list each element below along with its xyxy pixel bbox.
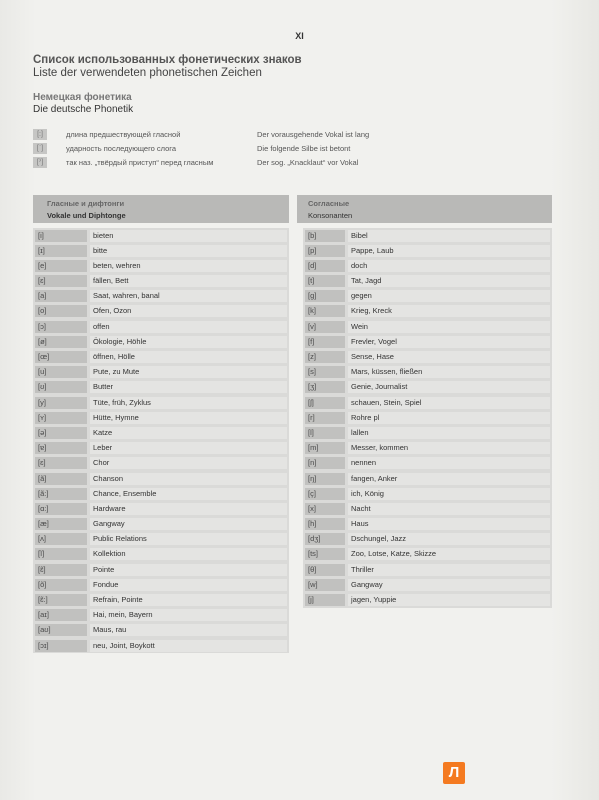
- table-row: [33, 258, 289, 273]
- table-row: [303, 228, 552, 243]
- example-words: Refrain, Pointe: [90, 594, 287, 606]
- legend-ru: ударность последующего слога: [66, 144, 177, 153]
- phonetic-symbol: [t]: [305, 275, 345, 287]
- example-words: Public Relations: [90, 533, 287, 545]
- table-row: [303, 517, 552, 532]
- table-row: [303, 441, 552, 456]
- table-row: [303, 319, 552, 334]
- example-words: Chanson: [90, 473, 287, 485]
- table-row: [303, 562, 552, 577]
- legend-row: [33, 143, 593, 155]
- example-words: lallen: [348, 427, 550, 439]
- table-row: [33, 243, 289, 258]
- phonetic-symbol: [a]: [35, 290, 87, 302]
- table-row: [303, 425, 552, 440]
- phonetic-symbol: [k]: [305, 305, 345, 317]
- example-words: Bibel: [348, 230, 550, 242]
- table-row: [303, 243, 552, 258]
- table-row: [303, 410, 552, 425]
- example-words: ich, König: [348, 488, 550, 500]
- phonetic-symbol: [z]: [305, 351, 345, 363]
- phonetic-symbol: [ŋ]: [305, 473, 345, 485]
- example-words: Krieg, Kreck: [348, 305, 550, 317]
- example-words: Butter: [90, 381, 287, 393]
- consonants-header-ru: Согласные: [308, 199, 350, 208]
- legend-row: [33, 129, 593, 141]
- table-row: [33, 486, 289, 501]
- example-words: bieten: [90, 230, 287, 242]
- table-row: [303, 456, 552, 471]
- vowels-table: [33, 228, 289, 653]
- phonetic-symbol: [d]: [305, 260, 345, 272]
- legend-symbol: [ˈ]: [33, 143, 47, 154]
- example-words: Hai, mein, Bayern: [90, 609, 287, 621]
- example-words: fangen, Anker: [348, 473, 550, 485]
- example-words: Saat, wahren, banal: [90, 290, 287, 302]
- example-words: Hütte, Hymne: [90, 412, 287, 424]
- example-words: doch: [348, 260, 550, 272]
- example-words: Messer, kommen: [348, 442, 550, 454]
- table-row: [33, 410, 289, 425]
- example-words: Pappe, Laub: [348, 245, 550, 257]
- table-row: [33, 562, 289, 577]
- example-words: Pute, zu Mute: [90, 366, 287, 378]
- phonetic-symbol: [n]: [305, 457, 345, 469]
- table-row: [33, 456, 289, 471]
- phonetic-symbol: [ə]: [35, 427, 87, 439]
- example-words: Tat, Jagd: [348, 275, 550, 287]
- vowels-header-de: Vokale und Diphtonge: [47, 211, 126, 220]
- phonetic-symbol: [ɐ]: [35, 442, 87, 454]
- table-row: [303, 350, 552, 365]
- phonetic-symbol: [g]: [305, 290, 345, 302]
- legend-de: Der vorausgehende Vokal ist lang: [257, 130, 370, 139]
- consonants-header: [297, 195, 552, 223]
- phonetic-symbol: [õ]: [35, 579, 87, 591]
- example-words: Zoo, Lotse, Katze, Skizze: [348, 548, 550, 560]
- phonetic-symbol: [m]: [305, 442, 345, 454]
- table-row: [33, 289, 289, 304]
- table-row: [303, 593, 552, 608]
- example-words: beten, wehren: [90, 260, 287, 272]
- example-words: Gangway: [348, 579, 550, 591]
- table-row: [303, 486, 552, 501]
- table-row: [303, 395, 552, 410]
- example-words: Ofen, Ozon: [90, 305, 287, 317]
- page-number: XI: [295, 31, 304, 41]
- publisher-logo: [443, 762, 465, 784]
- table-row: [33, 365, 289, 380]
- phonetic-symbol: [ʒ]: [305, 381, 345, 393]
- phonetic-symbol: [r]: [305, 412, 345, 424]
- phonetic-symbol: [s]: [305, 366, 345, 378]
- vowels-header: [33, 195, 289, 223]
- example-words: neu, Joint, Boykott: [90, 640, 287, 652]
- table-row: [33, 577, 289, 592]
- phonetic-symbol: [w]: [305, 579, 345, 591]
- example-words: nennen: [348, 457, 550, 469]
- example-words: Maus, rau: [90, 624, 287, 636]
- table-row: [33, 547, 289, 562]
- phonetic-symbol: [ɛ̃]: [35, 564, 87, 576]
- example-words: Haus: [348, 518, 550, 530]
- phonetic-symbol: [ø]: [35, 336, 87, 348]
- example-words: Nacht: [348, 503, 550, 515]
- phonetic-symbol: [œ]: [35, 351, 87, 363]
- table-row: [303, 289, 552, 304]
- phonetic-symbol: [i]: [35, 230, 87, 242]
- phonetic-symbol: [aɪ]: [35, 609, 87, 621]
- legend-de: Der sog. „Knacklaut“ vor Vokal: [257, 158, 359, 167]
- table-row: [33, 334, 289, 349]
- example-words: Fondue: [90, 579, 287, 591]
- phonetic-symbol: [p]: [305, 245, 345, 257]
- table-row: [33, 532, 289, 547]
- table-row: [303, 532, 552, 547]
- example-words: Sense, Hase: [348, 351, 550, 363]
- consonants-header-de: Konsonanten: [308, 211, 353, 220]
- symbol-legend: [33, 129, 593, 171]
- phonetic-symbol: [aʊ]: [35, 624, 87, 636]
- phonetic-symbol: [y]: [35, 397, 87, 409]
- example-words: Katze: [90, 427, 287, 439]
- phonetic-symbol: [ʏ]: [35, 412, 87, 424]
- legend-symbol: [ˀ]: [33, 157, 47, 168]
- phonetic-symbol: [θ]: [305, 564, 345, 576]
- example-words: Frevler, Vogel: [348, 336, 550, 348]
- legend-symbol: [:]: [33, 129, 47, 140]
- phonetic-symbol: [ɪ]: [35, 245, 87, 257]
- example-words: Wein: [348, 321, 550, 333]
- phonetic-symbol: [ts]: [305, 548, 345, 560]
- example-words: Kollektion: [90, 548, 287, 560]
- phonetic-symbol: [ʊ]: [35, 381, 87, 393]
- phonetic-symbol: [f]: [305, 336, 345, 348]
- example-words: Gangway: [90, 518, 287, 530]
- legend-row: [33, 157, 593, 169]
- table-row: [303, 380, 552, 395]
- phonetic-symbol: [ɛ̃:]: [35, 594, 87, 606]
- phonetic-symbol: [e]: [35, 260, 87, 272]
- table-row: [33, 517, 289, 532]
- legend-de: Die folgende Silbe ist betont: [257, 144, 351, 153]
- example-words: Chance, Ensemble: [90, 488, 287, 500]
- table-row: [33, 608, 289, 623]
- table-row: [33, 441, 289, 456]
- example-words: Pointe: [90, 564, 287, 576]
- table-row: [33, 395, 289, 410]
- subtitle-german: Die deutsche Phonetik: [33, 104, 134, 115]
- example-words: Leber: [90, 442, 287, 454]
- phonetic-symbol: [ã:]: [35, 488, 87, 500]
- table-row: [303, 274, 552, 289]
- table-row: [33, 623, 289, 638]
- table-row: [303, 334, 552, 349]
- table-row: [33, 425, 289, 440]
- table-row: [33, 304, 289, 319]
- example-words: Mars, küssen, fließen: [348, 366, 550, 378]
- subtitle-russian: Немецкая фонетика: [33, 92, 132, 103]
- phonetic-symbol: [j]: [305, 594, 345, 606]
- phonetic-symbol: [æ]: [35, 518, 87, 530]
- phonetic-symbol: [ã]: [35, 473, 87, 485]
- table-row: [303, 577, 552, 592]
- example-words: Ökologie, Höhle: [90, 336, 287, 348]
- example-words: Rohre pl: [348, 412, 550, 424]
- table-row: [33, 380, 289, 395]
- phonetic-symbol: [ɛ]: [35, 457, 87, 469]
- phonetic-symbol: [ɑ:]: [35, 503, 87, 515]
- table-row: [303, 304, 552, 319]
- legend-ru: длина предшествующей гласной: [66, 130, 181, 139]
- consonants-table: [303, 228, 552, 608]
- phonetic-symbol: [v]: [305, 321, 345, 333]
- table-row: [33, 228, 289, 243]
- phonetic-symbol: [u]: [35, 366, 87, 378]
- title-russian: Список использованных фонетических знаков: [33, 54, 302, 66]
- example-words: Thriller: [348, 564, 550, 576]
- table-row: [33, 501, 289, 516]
- phonetic-symbol: [ɔɪ]: [35, 640, 87, 652]
- table-row: [33, 274, 289, 289]
- phonetic-symbol: [b]: [305, 230, 345, 242]
- phonetic-symbol: [x]: [305, 503, 345, 515]
- phonetic-symbol: [l]: [305, 427, 345, 439]
- table-row: [303, 501, 552, 516]
- phonetic-symbol: [ĩ]: [35, 548, 87, 560]
- phonetic-symbol: [dʒ]: [305, 533, 345, 545]
- example-words: Genie, Journalist: [348, 381, 550, 393]
- table-row: [33, 593, 289, 608]
- table-row: [33, 350, 289, 365]
- logo-letter: Л: [448, 764, 460, 781]
- example-words: Hardware: [90, 503, 287, 515]
- title-german: Liste der verwendeten phonetischen Zeichen: [33, 67, 262, 79]
- example-words: offen: [90, 321, 287, 333]
- phonetic-symbol: [ɔ]: [35, 321, 87, 333]
- phonetic-symbol: [ʌ]: [35, 533, 87, 545]
- phonetic-symbol: [h]: [305, 518, 345, 530]
- example-words: gegen: [348, 290, 550, 302]
- phonetic-symbol: [ɛ]: [35, 275, 87, 287]
- legend-ru: так наз. „твёрдый приступ“ перед гласным: [66, 158, 214, 167]
- example-words: fällen, Bett: [90, 275, 287, 287]
- example-words: Dschungel, Jazz: [348, 533, 550, 545]
- table-row: [303, 547, 552, 562]
- table-row: [303, 365, 552, 380]
- example-words: bitte: [90, 245, 287, 257]
- table-row: [303, 471, 552, 486]
- phonetic-symbol: [ç]: [305, 488, 345, 500]
- phonetic-symbol: [ʃ]: [305, 397, 345, 409]
- table-row: [33, 319, 289, 334]
- table-row: [33, 638, 289, 653]
- example-words: jagen, Yuppie: [348, 594, 550, 606]
- example-words: schauen, Stein, Spiel: [348, 397, 550, 409]
- table-row: [303, 258, 552, 273]
- phonetic-symbol: [o]: [35, 305, 87, 317]
- table-row: [33, 471, 289, 486]
- vowels-header-ru: Гласные и дифтонги: [47, 199, 125, 208]
- example-words: Tüte, früh, Zyklus: [90, 397, 287, 409]
- example-words: Chor: [90, 457, 287, 469]
- example-words: öffnen, Hölle: [90, 351, 287, 363]
